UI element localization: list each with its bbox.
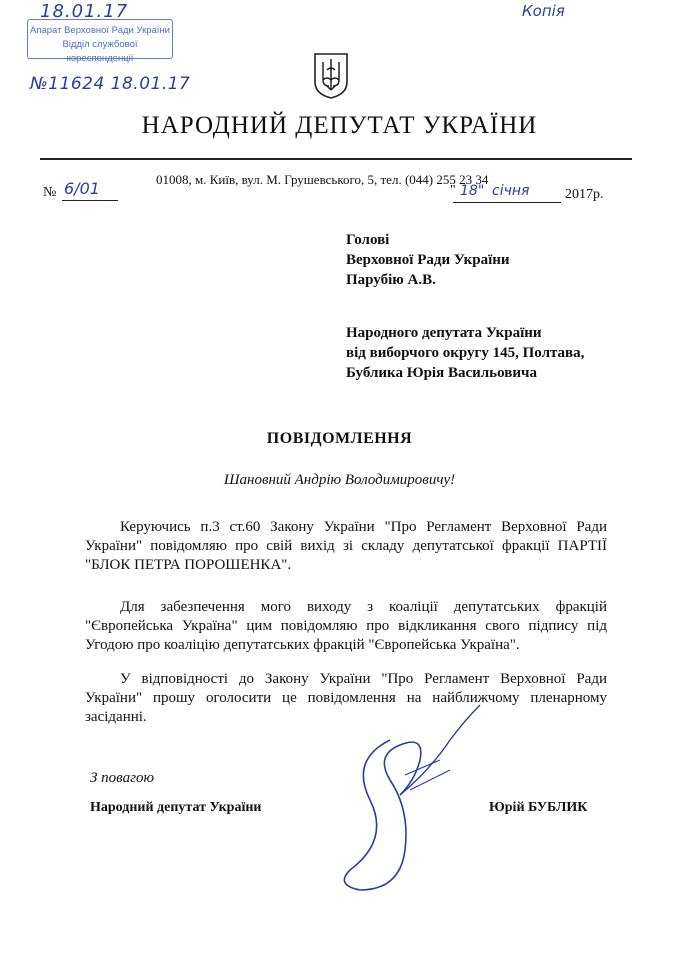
signatory-name: Юрій БУБЛИК	[489, 800, 588, 815]
sender-line-2: від виборчого округу 145, Полтава,	[346, 345, 585, 361]
addressee-line-3: Парубію А.В.	[346, 272, 436, 288]
date-open-quote: "	[450, 183, 456, 198]
letterhead-address: 01008, м. Київ, вул. М. Грушевського, 5, тел. (044) 255 23 34	[156, 172, 489, 187]
addressee-line-1: Голові	[346, 232, 390, 248]
trident-emblem-icon	[313, 52, 349, 100]
closing-regards: З повагою	[90, 770, 155, 786]
stamp-line-1: Апарат Верховної Ради України	[29, 25, 170, 36]
handwritten-signature	[330, 700, 490, 900]
date-day: 18"	[460, 183, 485, 199]
registration-number-handwritten: №11624 18.01.17	[30, 74, 191, 94]
registration-date-handwritten: 18.01.17	[40, 1, 129, 22]
document-heading: ПОВІДОМЛЕННЯ	[266, 430, 413, 447]
date-month: січня	[492, 183, 530, 199]
registration-stamp	[27, 19, 173, 64]
sender-line-1: Народного депутата України	[346, 325, 542, 341]
body-paragraph-3: У відповідності до Закону України "Про Регламент Верховної Ради України" прошу оголосити це повідомлення на найближчому пленарному засіданні.	[85, 671, 607, 725]
date-year: 2017р.	[565, 187, 604, 202]
outgoing-number-value: 6/01	[64, 179, 100, 198]
letterhead-divider	[40, 158, 632, 160]
signatory-role: Народний депутат України	[90, 800, 262, 815]
stamp-line-2: Відділ службової кореспонденції	[62, 39, 138, 64]
outgoing-number-label: №	[43, 185, 57, 200]
letterhead-title: НАРОДНИЙ ДЕПУТАТ УКРАЇНИ	[141, 112, 538, 139]
sender-line-3: Бублика Юрія Васильовича	[346, 365, 537, 381]
copy-mark: Копія	[522, 2, 565, 20]
outgoing-number-line	[62, 200, 118, 201]
date-line	[453, 202, 561, 203]
salutation: Шановний Андрію Володимировичу!	[223, 472, 456, 488]
body-paragraph-2: Для забезпечення мого виходу з коаліції депутатських фракцій "Європейська Україна" цим повідомляю про відкликання свого підпису під Угодою про коаліцію депутатських фракцій "Європейська Україна".	[85, 599, 607, 653]
addressee-line-2: Верховної Ради України	[346, 252, 510, 268]
body-paragraph-1: Керуючись п.3 ст.60 Закону України "Про Регламент Верховної Ради України" повідомляю про свій вихід зі складу депутатської фракції ПАРТІЇ "БЛОК ПЕТРА ПОРОШЕНКА".	[85, 519, 607, 573]
